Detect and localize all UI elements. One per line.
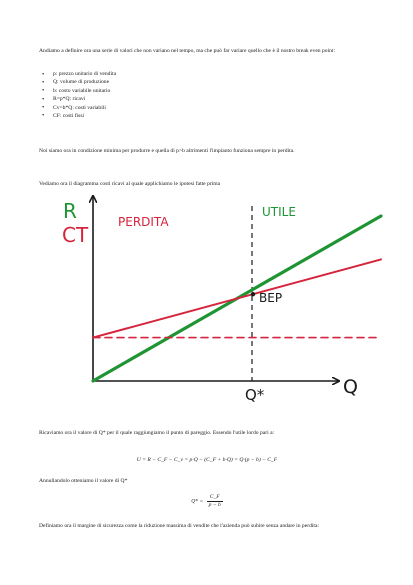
variable-item: • b: costo variabile unitario (39, 87, 375, 95)
minimum-condition-paragraph: Noi siamo ora in condizione minima per produrre e quella di p>b altrimenti l'impianto funziona sempre in perdita. (39, 148, 295, 154)
diagram-intro-paragraph: Vediamo ora il diagramma costi ricavi al quale applichiamo le ipotesi fatte prima (39, 181, 221, 187)
equation-utile: U = R − C_F − C_v = p·Q − (C_F + b·Q) = Q·(p − b) − C_F (136, 457, 278, 463)
variable-item: • Q: volume di produzione (39, 78, 375, 86)
break-even-label: BEP (259, 291, 283, 305)
equation-q-lhs: Q* = (191, 498, 204, 505)
y-label-revenue: R (63, 199, 77, 223)
equation-q-numerator: C_F (207, 494, 223, 502)
variable-item: • Cv=b*Q: costi variabili (39, 104, 375, 112)
profit-region-label: UTILE (262, 205, 296, 219)
variable-item: • R=p*Q: ricavi (39, 95, 375, 103)
variable-item: • p: prezzo unitario di vendita (39, 70, 375, 78)
x-tick-q-star: Q* (245, 386, 265, 404)
break-even-point (251, 292, 255, 296)
series-layer (93, 216, 381, 381)
annul-paragraph: Annullandolo otteniamo il valore di Q* (39, 478, 128, 484)
variable-item: • CF: costi fissi (39, 112, 375, 120)
intro-paragraph: Andiamo a definire ora una serie di valori che non variano nel tempo, ma che può far variare quello che è il nostro break even point: (39, 48, 336, 54)
loss-region-label: PERDITA (118, 215, 169, 229)
x-axis-label: Q (343, 376, 358, 398)
total-cost-line (93, 259, 381, 337)
y-label-total-cost: CT (62, 223, 89, 247)
equation-q-fraction (207, 494, 223, 508)
safety-margin-paragraph: Definiamo ora il margine di sicurezza come la riduzione massima di vendite che l'azienda può subire senza andare in perdita: (39, 523, 320, 529)
equation-q-denominator: p − b (208, 501, 221, 508)
equation-q-star (39, 494, 375, 508)
result-paragraph: Ricaviamo ora il valore di Q* per il quale raggiungiamo il punto di pareggio. Essendo l'utile lordo pari a: (39, 430, 275, 436)
